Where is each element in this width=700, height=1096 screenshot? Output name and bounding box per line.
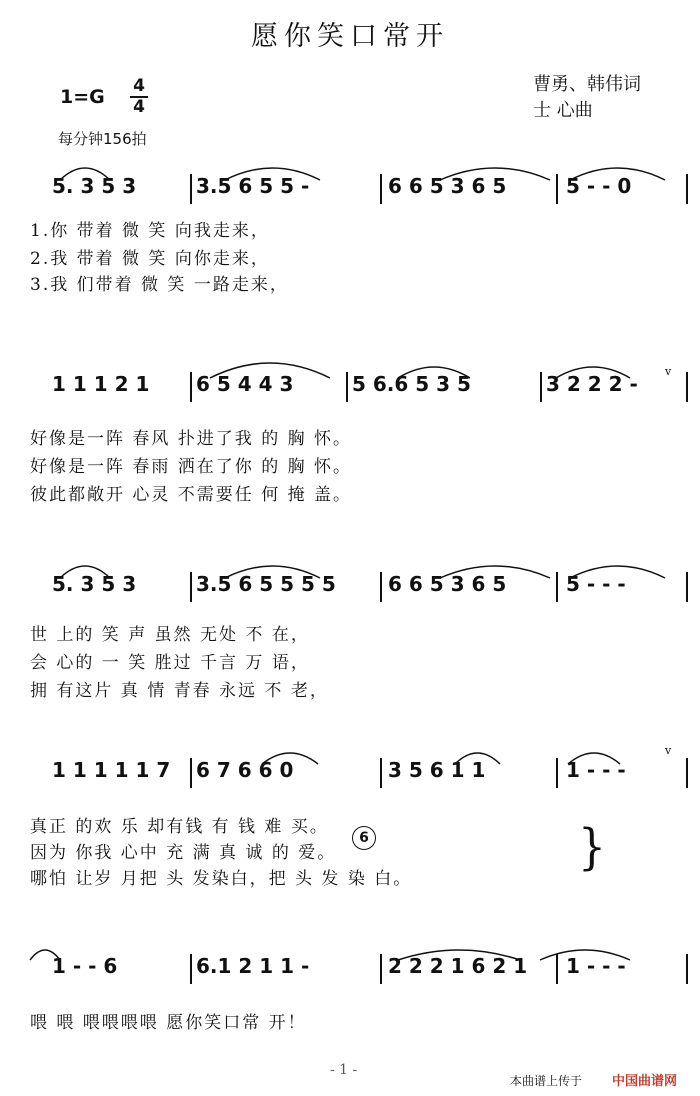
circled-number: 6 — [352, 826, 376, 850]
slur-arc — [570, 168, 665, 180]
measure-notes: 6 7 6 6 0 — [196, 758, 294, 782]
measure-notes: 1 1 1 1 1 7 — [52, 758, 171, 782]
lyric-line: 会 心的 一 笑 胜过 千言 万 语， — [30, 653, 310, 673]
measure-notes: 5 - - - — [566, 572, 626, 596]
measure-notes: 3 2 2 2 - — [546, 372, 638, 396]
measure-notes: 1 - - 6 — [52, 954, 118, 978]
breath-mark: v — [665, 744, 672, 757]
slur-arc — [570, 566, 665, 578]
lyric-line: 彼此都敞开 心灵 不需要任 何 掩 盖。 — [30, 485, 353, 505]
lyric-line: 拥 有这片 真 情 青春 永远 不 老， — [30, 681, 329, 701]
measure-notes: 1 - - - — [566, 758, 626, 782]
lyric-line: 2.我 带着 微 笑 向你走来， — [30, 249, 270, 269]
measure-notes: 6 5 4 4 3 — [196, 372, 294, 396]
slur-arc — [455, 753, 500, 764]
measure-notes: 6.1 2 1 1 - — [196, 954, 310, 978]
page-number: - 1 - — [330, 1062, 358, 1078]
measure-notes: 6 6 5 3 6 5 — [388, 174, 507, 198]
time-signature-top: 4 — [133, 76, 145, 96]
slur-arc — [556, 367, 630, 378]
slur-arc — [210, 363, 330, 378]
measure-notes: 5 6.6 5 3 5 — [352, 372, 471, 396]
lyric-line: 喂 喂 喂喂喂喂 愿你笑口常 开！ — [30, 1013, 307, 1033]
slur-arc — [540, 950, 630, 960]
measure-notes: 3.5 6 5 5 - — [196, 174, 310, 198]
measure-notes: 3 5 6 1 1 — [388, 758, 486, 782]
site-logo: 中国曲谱网 — [612, 1074, 678, 1089]
slur-arc — [440, 566, 550, 578]
lyric-line: 世 上的 笑 声 虽然 无处 不 在， — [30, 625, 310, 645]
slur-arc — [568, 753, 620, 764]
lyric-line: 好像是一阵 春雨 洒在了你 的 胸 怀。 — [30, 457, 353, 477]
measure-notes: 6 6 5 3 6 5 — [388, 572, 507, 596]
lyricist-credit: 曹勇、韩伟词 — [533, 74, 641, 95]
time-signature-bottom: 4 — [133, 97, 145, 117]
measure-notes: 1 1 1 2 1 — [52, 372, 150, 396]
composer-credit: 士 心曲 — [533, 100, 593, 121]
measure-notes: 5. 3 5 3 — [52, 572, 137, 596]
slur-arc — [398, 367, 470, 378]
measure-notes: 5 - - 0 — [566, 174, 632, 198]
lyric-line: 3.我 们带着 微 笑 一路走来， — [30, 275, 289, 295]
song-title: 愿你笑口常开 — [251, 21, 449, 52]
upload-note: 本曲谱上传于 — [510, 1074, 583, 1088]
measure-notes: 1 - - - — [566, 954, 626, 978]
measure-notes: 3.5 6 5 5 5 5 — [196, 572, 336, 596]
measure-notes: 5. 3 5 3 — [52, 174, 137, 198]
lyric-line: 好像是一阵 春风 扑进了我 的 胸 怀。 — [30, 429, 353, 449]
slur-arc — [225, 566, 320, 578]
tempo-marking: 每分钟156拍 — [58, 130, 147, 148]
lyric-line: 1.你 带着 微 笑 向我走来， — [30, 221, 270, 241]
slur-arc — [440, 168, 550, 180]
brace-mark: } — [578, 819, 606, 876]
measure-notes: 2 2 2 1 6 2 1 — [388, 954, 528, 978]
slur-arc — [398, 950, 520, 960]
lyric-line: 哪怕 让岁 月把 头 发染白，把 头 发 染 白。 — [30, 869, 413, 889]
slur-arc — [262, 753, 318, 764]
key-signature: 1=G — [60, 86, 105, 108]
slur-arc — [60, 566, 110, 578]
slur-arc — [225, 168, 320, 180]
slur-arc — [60, 168, 110, 180]
lyric-line: 因为 你我 心中 充 满 真 诚 的 爱。 — [30, 843, 337, 863]
lyric-line: 真正 的欢 乐 却有钱 有 钱 难 买。 — [30, 817, 329, 837]
slur-arc — [30, 950, 60, 960]
breath-mark: v — [665, 365, 672, 378]
